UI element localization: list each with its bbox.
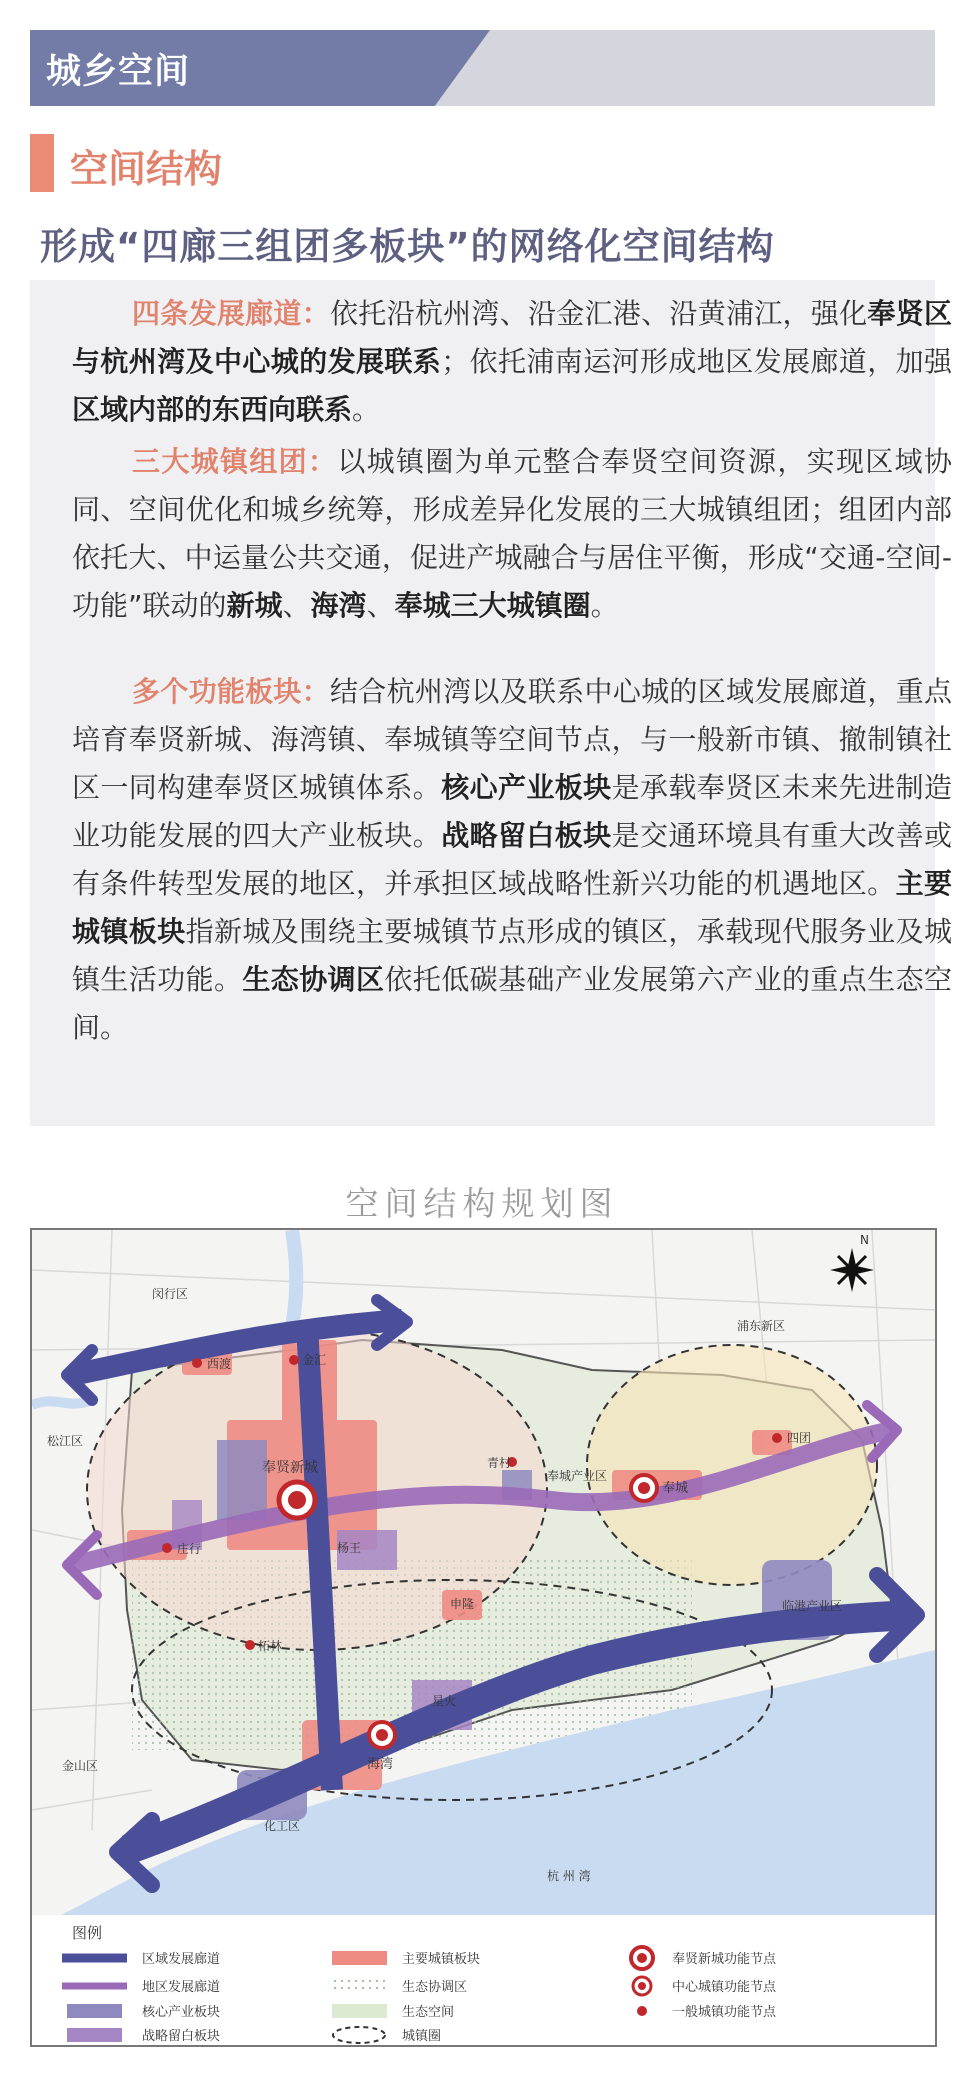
text-run: ；依托浦南运河形成地区发展廊道，加强 <box>441 345 952 378</box>
map-title: 空间结构规划图 <box>345 1184 619 1223</box>
place-label: 奉城 <box>662 1481 689 1496</box>
river-branch <box>32 1400 92 1405</box>
place-label: 星火 <box>432 1694 457 1708</box>
bold-text: 战略留白板块 <box>441 819 612 852</box>
section-banner <box>30 30 935 106</box>
legend-swatch <box>332 1951 387 1965</box>
text-run: 以城镇圈为单元整合奉贤空间资源，实现区域协同、空间优化和城乡统筹，形成差异化发展的三大城镇组团；组团内部依托大、中运量公共交通，促进产城融合与居住平衡，形成“交通-空间-功能”联动的 <box>72 445 952 622</box>
district-label: 浦东新区 <box>737 1319 786 1333</box>
place-label: 青村 <box>487 1456 512 1470</box>
district-label: 松江区 <box>47 1434 84 1448</box>
bold-text: 海湾 <box>310 589 367 622</box>
bold-text: 奉贤区与杭州湾及中心城的发展联系 <box>72 297 952 378</box>
district-label: 金山区 <box>62 1759 99 1773</box>
text-panel <box>30 280 952 1126</box>
bold-text: 奉城三大城镇圈 <box>394 589 591 622</box>
lead-label: 三大城镇组团： <box>132 445 338 478</box>
text-run: 是交通环境具有重大改善或有条件转型发展的地区，并承担区域战略性新兴功能的机遇地区。 <box>72 819 952 900</box>
legend-label: 生态空间 <box>402 2005 455 2020</box>
place-label: 奉贤新城 <box>262 1460 318 1476</box>
sub-title-bar <box>30 134 54 192</box>
paragraph-corridors <box>72 290 952 434</box>
text-run: 是承载奉贤区未来先进制造业功能发展的四大产业板块。 <box>72 771 952 852</box>
district-label: 闵行区 <box>152 1287 189 1301</box>
text-run: 。 <box>590 589 619 622</box>
text-run: 指新城及围绕主要城镇节点形成的镇区，承载现代服务业及城镇生活功能。 <box>72 915 952 996</box>
legend-label: 一般城镇功能节点 <box>672 2005 777 2020</box>
place-label: 四团 <box>787 1431 812 1445</box>
legend-label: 主要城镇板块 <box>402 1952 481 1967</box>
legend-label: 奉贤新城功能节点 <box>672 1952 777 1967</box>
district-label: 杭 州 湾 <box>547 1869 591 1883</box>
legend-swatch <box>67 2028 122 2042</box>
north-label: N <box>860 1233 869 1247</box>
text-run: 、 <box>282 589 311 622</box>
place-label: 金汇 <box>302 1353 327 1367</box>
text-run: 依托低碳基础产业发展第六产业的重点生态空间。 <box>72 963 952 1044</box>
text-run: 。 <box>352 393 381 426</box>
map-canvas <box>32 1230 935 2045</box>
legend-label: 生态协调区 <box>402 1980 468 1995</box>
north-arrow-icon <box>830 1248 874 1292</box>
legend-title: 图例 <box>72 1924 103 1942</box>
lead-label: 多个功能板块： <box>132 675 330 708</box>
place-label: 化工区 <box>264 1819 301 1833</box>
place-label: 杨王 <box>337 1541 362 1555</box>
structure-map <box>30 1228 937 2047</box>
legend-swatch <box>637 1953 647 1963</box>
lead-label: 四条发展廊道： <box>132 297 330 330</box>
place-label: 庄行 <box>177 1542 202 1556</box>
legend-label: 战略留白板块 <box>142 2029 221 2044</box>
bold-text: 核心产业板块 <box>441 771 612 804</box>
paragraph-blocks <box>72 668 952 1052</box>
place-label: 柘林 <box>258 1639 283 1653</box>
place-label: 西渡 <box>207 1357 232 1371</box>
text-run: 结合杭州湾以及联系中心城的区域发展廊道，重点培育奉贤新城、海湾镇、奉城镇等空间节点，与一般新市镇、撤制镇社区一同构建奉贤区城镇体系。 <box>72 675 952 804</box>
legend-label: 城镇圈 <box>402 2029 442 2044</box>
place-label: 申隆 <box>450 1597 475 1611</box>
text-run: 、 <box>366 589 395 622</box>
banner-title: 城乡空间 <box>46 52 191 92</box>
bold-text: 新城 <box>226 589 283 622</box>
bold-text: 生态协调区 <box>242 963 385 996</box>
town-circle-fengcheng <box>587 1345 877 1585</box>
bold-text: 区域内部的东西向联系 <box>72 393 353 426</box>
section-title: 空间结构 <box>70 147 223 191</box>
paragraph-clusters <box>72 438 952 630</box>
place-label: 临港产业区 <box>782 1599 843 1613</box>
legend-label: 中心城镇功能节点 <box>672 1980 777 1995</box>
legend-swatch <box>332 1979 387 1993</box>
text-run: 依托沿杭州湾、沿金汇港、沿黄浦江，强化 <box>330 297 868 330</box>
place-label: 奉城产业区 <box>547 1469 608 1483</box>
legend-swatch <box>67 2004 122 2018</box>
legend-label: 区域发展廊道 <box>142 1952 221 1967</box>
place-label: 海湾 <box>367 1757 394 1772</box>
legend-swatch <box>637 2006 647 2016</box>
legend-label: 核心产业板块 <box>142 2005 221 2020</box>
legend-swatch <box>638 1982 646 1990</box>
legend-label: 地区发展廊道 <box>142 1980 221 1995</box>
map-legend <box>32 1915 935 2045</box>
legend-swatch <box>332 2004 387 2018</box>
main-heading: 形成“四廊三组团多板块”的网络化空间结构 <box>40 225 775 268</box>
bold-text: 主要城镇板块 <box>72 867 952 948</box>
